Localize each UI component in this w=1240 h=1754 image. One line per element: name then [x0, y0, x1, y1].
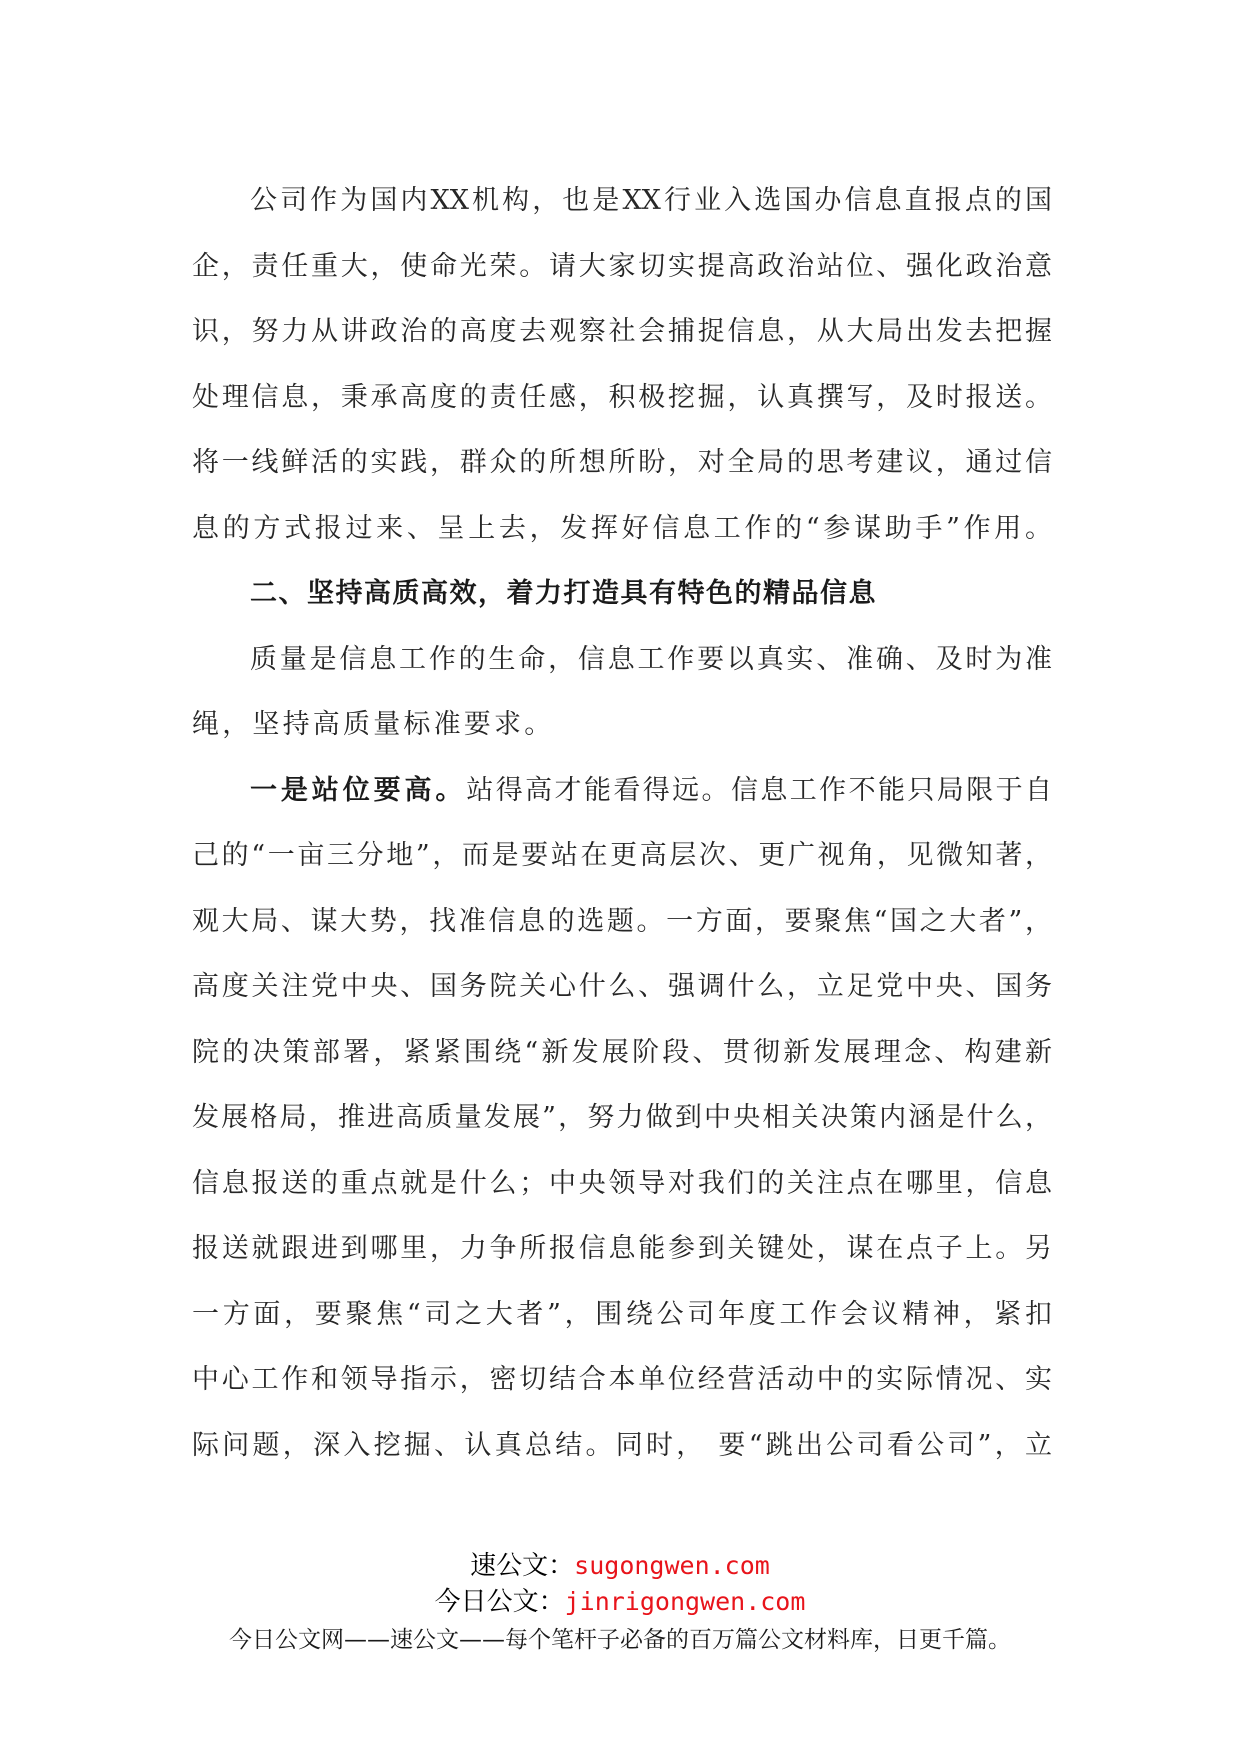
- text-line: 公司作为国内XX机构，也是XX行业入选国办信息直报点的国: [250, 185, 1052, 216]
- text-line: 己的“一亩三分地”，而是要站在更高层次、更广视角，见微知著，: [192, 840, 1052, 871]
- paragraph-intro: [192, 168, 1052, 561]
- paragraph-point-one: [192, 823, 1052, 1478]
- page-footer: [0, 1548, 1240, 1658]
- footer-link-sugongwen[interactable]: sugongwen.com: [574, 1551, 770, 1580]
- footer-label-sugongwen: 速公文：: [470, 1551, 575, 1581]
- text-line: 绳，坚持高质量标准要求。: [192, 709, 555, 740]
- text-line: 报送就跟进到哪里，力争所报信息能参到关键处，谋在点子上。另: [192, 1233, 1052, 1264]
- text-line: 观大局、谋大势，找准信息的选题。一方面，要聚焦“国之大者”，: [192, 905, 1052, 937]
- text-line: 处理信息，秉承高度的责任感，积极挖掘，认真撰写，及时报送。: [192, 381, 1052, 413]
- text-line: 信息报送的重点就是什么；中央领导对我们的关注点在哪里，信息: [192, 1167, 1052, 1199]
- text-line: 院的决策部署，紧紧围绕“新发展阶段、贯彻新发展理念、构建新: [192, 1036, 1052, 1068]
- document-body: [192, 168, 1052, 1478]
- text-line: 企，责任重大，使命光荣。请大家切实提高政治站位、强化政治意: [192, 250, 1052, 282]
- text-line: 际问题，深入挖掘、认真总结。同时， 要“跳出公司看公司”，立: [192, 1429, 1052, 1461]
- text-line: 息的方式报过来、呈上去，发挥好信息工作的“参谋助手”作用。: [192, 512, 1052, 544]
- footer-line-sugongwen: [0, 1548, 1240, 1584]
- point-one-first-text: 站得高才能看得远。信息工作不能只局限于自: [466, 774, 1053, 806]
- section-heading: 二、坚持高质高效，着力打造具有特色的精品信息: [250, 578, 877, 609]
- text-line: 发展格局，推进高质量发展”，努力做到中央相关决策内涵是什么，: [192, 1102, 1052, 1133]
- footer-line-jinrigongwen: [0, 1584, 1240, 1620]
- point-one-lead: 一是站位要高。: [250, 774, 467, 806]
- text-line: 将一线鲜活的实践，群众的所想所盼，对全局的思考建议，通过信: [192, 447, 1052, 478]
- footer-label-jinrigongwen: 今日公文：: [434, 1587, 565, 1617]
- text-line: 高度关注党中央、国务院关心什么、强调什么，立足党中央、国务: [192, 971, 1052, 1002]
- text-line: 识，努力从讲政治的高度去观察社会捕捉信息，从大局出发去把握: [192, 316, 1052, 347]
- footer-tagline: 今日公文网——速公文——每个笔杆子必备的百万篇公文材料库，日更千篇。: [229, 1627, 1011, 1653]
- text-line: 一方面，要聚焦“司之大者”，围绕公司年度工作会议精神，紧扣: [192, 1298, 1052, 1330]
- point-one-first-line: [192, 758, 1052, 824]
- text-line: 质量是信息工作的生命，信息工作要以真实、准确、及时为准: [250, 643, 1052, 675]
- footer-link-jinrigongwen[interactable]: jinrigongwen.com: [564, 1587, 806, 1616]
- text-line: 中心工作和领导指示，密切结合本单位经营活动中的实际情况、实: [192, 1364, 1052, 1395]
- paragraph-quality: [192, 627, 1052, 758]
